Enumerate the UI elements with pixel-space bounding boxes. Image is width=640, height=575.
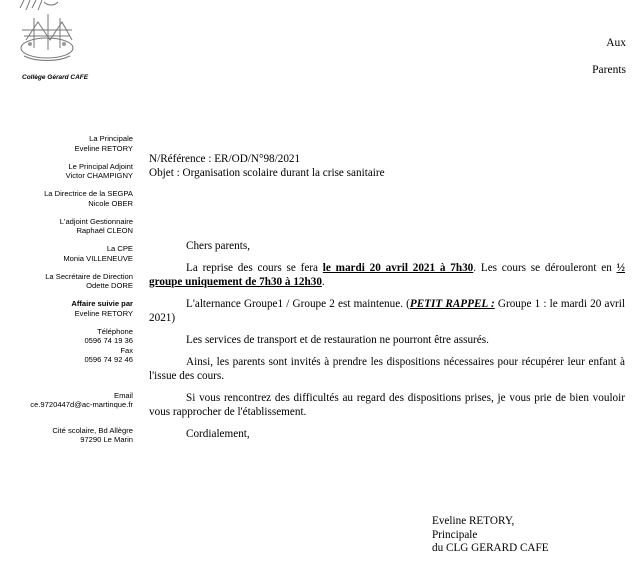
petit-rappel: PETIT RAPPEL : xyxy=(409,298,495,311)
secretary-title: La Secrétaire de Direction xyxy=(45,271,133,281)
cpe-contact xyxy=(0,244,133,263)
school-name: Collège Gérard CAFE xyxy=(22,74,89,81)
deputy-name: Victor CHAMPIGNY xyxy=(65,171,133,180)
fax-label: Fax xyxy=(120,345,133,355)
email-label: Email xyxy=(114,390,133,400)
reopening-date: le mardi 20 avril 2021 à 7h30 xyxy=(322,262,474,275)
paragraph-1 xyxy=(149,262,625,289)
followed-label: Affaire suivie par xyxy=(71,299,133,308)
principal-title: La Principale xyxy=(89,134,133,143)
manager-name: Raphaël CLEON xyxy=(76,226,133,235)
signer-role: Principale xyxy=(432,528,478,541)
segpa-title: La Directrice de la SEGPA xyxy=(44,189,133,198)
address-line-1: Cité scolaire, Bd Allègre xyxy=(52,425,133,435)
subject-line: Objet : Organisation scolaire durant la crise sanitaire xyxy=(149,166,385,179)
segpa-contact xyxy=(0,189,133,208)
paragraph-2 xyxy=(149,298,625,325)
paragraph-4: Ainsi, les parents sont invités à prendre les dispositions nécessaires pour récupérer leur enfant à l'issue des cours. xyxy=(149,356,625,382)
paragraph-3: Les services de transport et de restauration ne pourront être assurés. xyxy=(186,334,489,347)
followed-by xyxy=(0,299,133,318)
recipient-line-2: Parents xyxy=(592,64,626,76)
followed-name: Eveline RETORY xyxy=(74,308,133,318)
signer-name: Eveline RETORY, xyxy=(432,515,515,527)
paragraph-5: Si vous rencontrez des difficultés au regard des dispositions prises, je vous prie de bien vouloir vous rapprocher de l'établissement. xyxy=(149,392,625,418)
signer-school: du CLG GERARD CAFE xyxy=(432,542,549,555)
deputy-title: Le Principal Adjoint xyxy=(68,161,133,171)
p1-text-a: La reprise des cours se fera xyxy=(186,262,323,275)
fax-value: 0596 74 92 46 xyxy=(84,355,133,364)
phone-fax xyxy=(0,327,133,365)
principal-contact xyxy=(0,134,133,153)
segpa-name: Nicole OBER xyxy=(88,198,133,208)
p2-text-a: L'alternance Groupe1 / Groupe 2 est maintenue. ( xyxy=(186,298,410,311)
letter-body xyxy=(149,240,625,450)
secretary-contact xyxy=(0,272,133,291)
phone-label: Téléphone xyxy=(97,326,133,336)
email-value: ce.9720447d@ac-martinque.fr xyxy=(30,400,133,409)
principal-name: Eveline RETORY xyxy=(74,143,133,153)
p2-text-b: Groupe 1 : le mardi 20 avril 2021) xyxy=(149,298,625,324)
closing: Cordialement, xyxy=(186,428,250,441)
cpe-title: La CPE xyxy=(106,244,133,253)
half-group-schedule: ½ groupe uniquement de 7h30 à 12h30 xyxy=(149,262,625,288)
signature-block xyxy=(432,515,549,556)
address xyxy=(0,426,133,445)
cpe-name: Monia VILLENEUVE xyxy=(63,253,133,263)
manager-contact xyxy=(0,217,133,236)
address-line-2: 97290 Le Marin xyxy=(80,435,133,444)
phone-value: 0596 74 19 36 xyxy=(84,336,133,345)
manager-title: L'adjoint Gestionnaire xyxy=(59,216,133,226)
letter-references xyxy=(149,153,385,180)
secretary-name: Odette DORE xyxy=(86,281,133,290)
salutation: Chers parents, xyxy=(186,240,251,252)
school-logo xyxy=(14,0,80,70)
recipient-line-1: Aux xyxy=(606,37,626,49)
email-contact xyxy=(0,391,133,410)
p1-text-b: . Les cours se dérouleront en xyxy=(473,262,617,275)
deputy-contact xyxy=(0,162,133,181)
reference-line: N/Référence : ER/OD/N°98/2021 xyxy=(149,153,301,165)
p1-text-c: . xyxy=(321,275,325,288)
staff-sidebar xyxy=(0,134,133,453)
